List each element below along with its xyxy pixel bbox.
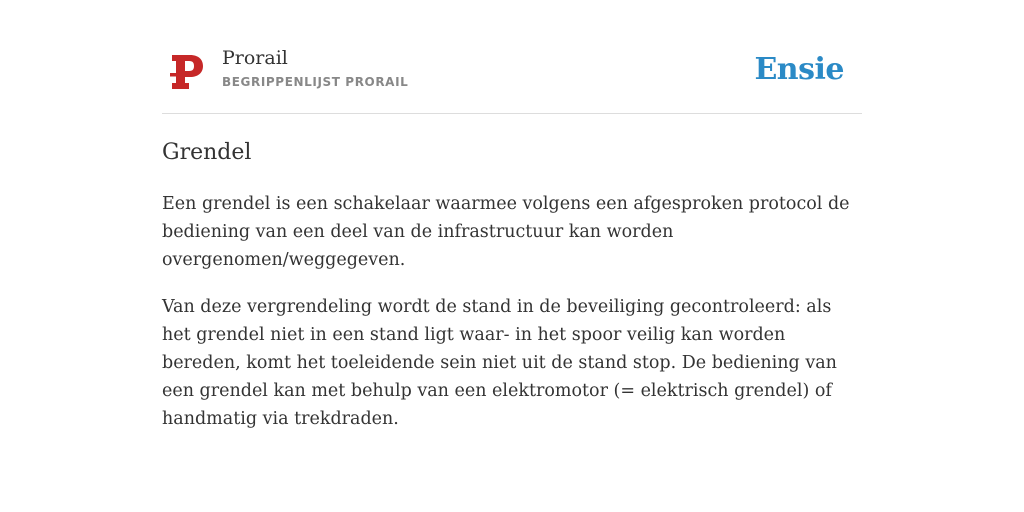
glossary-subtitle[interactable]: BEGRIPPENLIJST PRORAIL <box>222 75 409 89</box>
prorail-p-logo-icon <box>170 53 204 91</box>
ensie-brand-link[interactable]: Ensie <box>754 52 844 87</box>
prorail-logo-icon[interactable] <box>170 53 204 91</box>
site-header <box>162 40 862 114</box>
entry-paragraph-1: Een grendel is een schakelaar waarmee volgens een afgesproken protocol de bediening van een deel van de infrastructuur kan worden overgenomen/weggegeven. <box>162 194 850 270</box>
org-name[interactable]: Prorail <box>222 47 288 69</box>
entry-term-title: Grendel <box>162 140 252 165</box>
entry-paragraph-2: Van deze vergrendeling wordt de stand in de beveiliging gecontroleerd: als het grendel niet in een stand ligt waar- in het spoor veilig kan worden bereden, komt het toeleidende sein niet uit de stand stop. De bediening van een grendel kan met behulp van een elektromotor (= elektrisch grendel) of handmatig via trekdraden. <box>162 297 837 429</box>
entry-content <box>162 136 862 433</box>
